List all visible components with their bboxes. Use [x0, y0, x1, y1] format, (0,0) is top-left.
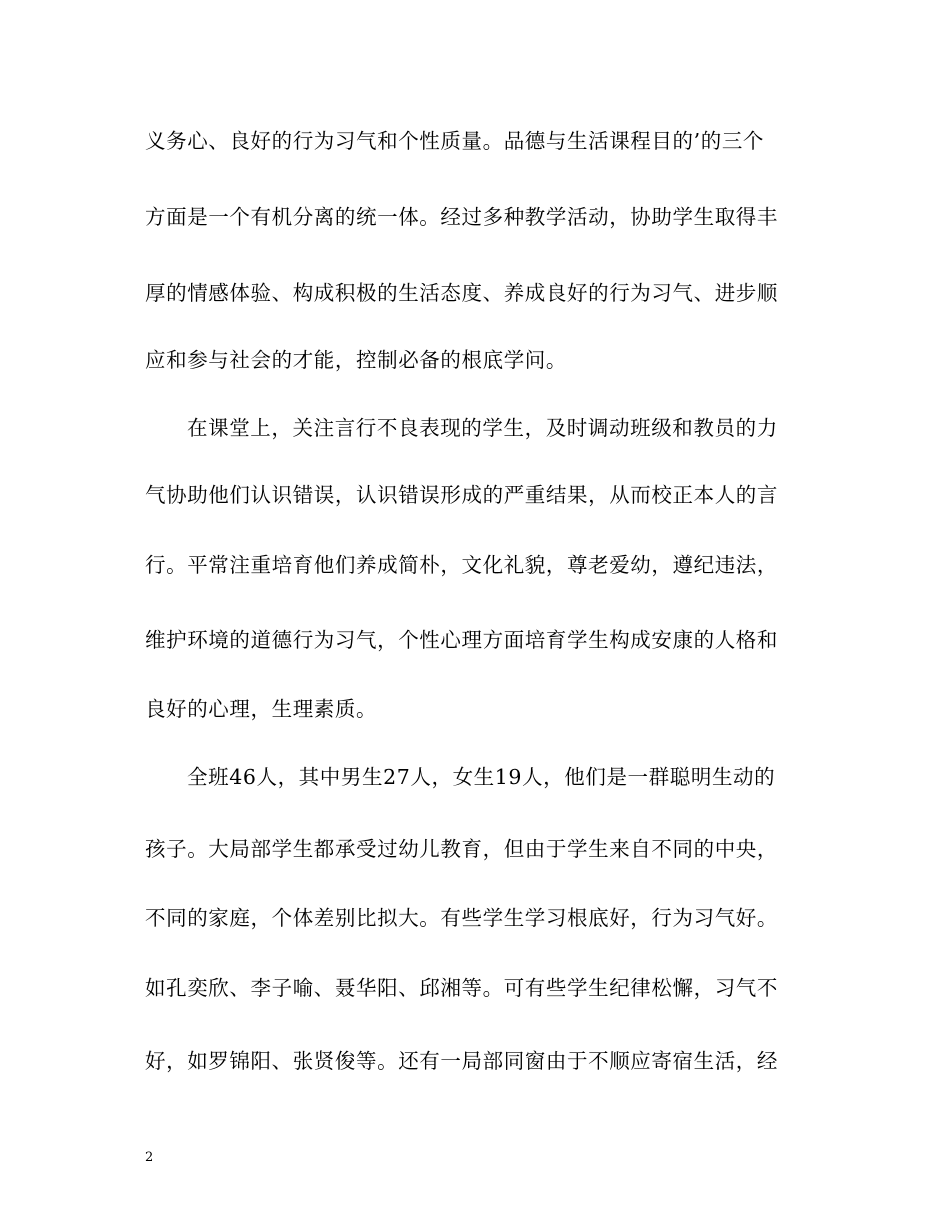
paragraph-start-line: 全班46人，其中男生27人，女生19人，他们是一群聪明生动的	[187, 765, 776, 789]
page-number: 2	[145, 1150, 154, 1165]
text-line: 好，如罗锦阳、张贤俊等。还有一局部同窗由于不顺应寄宿生活，经	[145, 1049, 778, 1073]
text-line: 维护环境的道德行为习气，个性心理方面培育学生构成安康的人格和	[145, 628, 778, 652]
text-line: 义务心、良好的行为习气和个性质量。品德与生活课程目的’的三个	[145, 129, 765, 153]
text-line: 方面是一个有机分离的统一体。经过多种教学活动，协助学生取得丰	[145, 205, 778, 229]
text-line: 如孔奕欣、李子喻、聂华阳、邱湘等。可有些学生纪律松懈，习气不	[145, 976, 778, 1000]
paragraph-start-line: 在课堂上，关注言行不良表现的学生，及时调动班级和教员的力	[187, 416, 778, 440]
text-line: 气协助他们认识错误，认识错误形成的严重结果，从而校正本人的言	[145, 483, 778, 507]
text-line: 良好的心理，生理素质。	[145, 697, 378, 721]
text-line: 应和参与社会的才能，控制必备的根底学问。	[145, 348, 567, 372]
text-line: 孩子。大局部学生都承受过幼儿教育，但由于学生来自不同的中央，	[145, 837, 778, 861]
text-line: 行。平常注重培育他们养成简朴，文化礼貌，尊老爱幼，遵纪违法，	[145, 553, 778, 577]
text-line: 厚的情感体验、构成积极的生活态度、养成良好的行为习气、进步顺	[145, 281, 778, 305]
text-line: 不同的家庭，个体差别比拟大。有些学生学习根底好，行为习气好。	[145, 906, 778, 930]
